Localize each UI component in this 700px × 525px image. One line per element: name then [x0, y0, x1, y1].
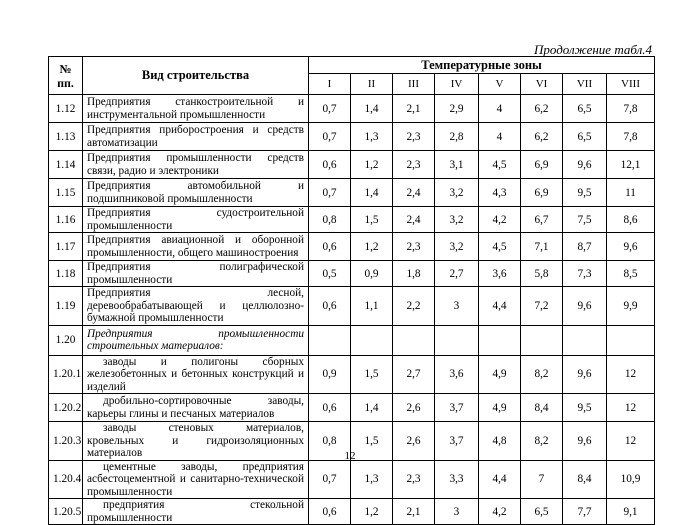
- zone-value: 9,6: [563, 422, 607, 461]
- table-row: [49, 325, 655, 355]
- zone-value: 2,3: [393, 123, 435, 151]
- row-number: 1.20.2: [49, 394, 83, 422]
- construction-type: предприятия стекольной промышленности: [83, 499, 309, 525]
- zone-value: 12: [607, 394, 655, 422]
- zone-header: VII: [563, 74, 607, 95]
- zone-value: 9,6: [607, 233, 655, 261]
- zone-value: [479, 325, 521, 355]
- zone-value: 4,5: [479, 151, 521, 179]
- zone-header: VIII: [607, 74, 655, 95]
- zone-value: 2,1: [393, 95, 435, 123]
- zone-value: 1,3: [351, 123, 393, 151]
- zone-value: 4: [479, 95, 521, 123]
- zone-value: [563, 325, 607, 355]
- row-number: 1.19: [49, 287, 83, 326]
- zone-value: 7,5: [563, 207, 607, 233]
- zone-value: [309, 325, 351, 355]
- zone-value: 6,9: [521, 151, 563, 179]
- zone-value: 6,5: [563, 95, 607, 123]
- zone-value: 4: [479, 123, 521, 151]
- number-sign: №: [59, 61, 72, 76]
- zone-value: 7,1: [521, 233, 563, 261]
- zone-value: 7,8: [607, 123, 655, 151]
- zone-value: [393, 325, 435, 355]
- zone-value: 7,7: [563, 499, 607, 525]
- zone-value: 1,8: [393, 261, 435, 287]
- row-number: 1.15: [49, 179, 83, 207]
- table-row: [49, 233, 655, 261]
- zone-value: 3: [435, 499, 479, 525]
- row-number: 1.13: [49, 123, 83, 151]
- zone-value: 0,6: [309, 499, 351, 525]
- zone-value: 0,6: [309, 394, 351, 422]
- table-continuation-caption: Продолжение табл.4: [534, 42, 652, 57]
- zone-value: 9,5: [563, 394, 607, 422]
- zone-value: [435, 325, 479, 355]
- zone-value: 9,6: [563, 355, 607, 394]
- zone-header: IV: [435, 74, 479, 95]
- zone-value: 8,2: [521, 355, 563, 394]
- zone-value: 0,8: [309, 207, 351, 233]
- table-row: [49, 499, 655, 525]
- zone-value: 7,2: [521, 287, 563, 326]
- zone-value: 3: [435, 287, 479, 326]
- row-number: 1.18: [49, 261, 83, 287]
- row-number: 1.16: [49, 207, 83, 233]
- zone-value: 2,6: [393, 394, 435, 422]
- zone-value: 4,9: [479, 355, 521, 394]
- zone-value: 2,3: [393, 460, 435, 499]
- zone-value: 9,9: [607, 287, 655, 326]
- zone-value: 3,2: [435, 233, 479, 261]
- zone-value: 7,3: [563, 261, 607, 287]
- zone-value: 10,9: [607, 460, 655, 499]
- table-row: [49, 179, 655, 207]
- zone-value: 4,2: [479, 499, 521, 525]
- zone-value: 2,9: [435, 95, 479, 123]
- table-row: [49, 207, 655, 233]
- zone-value: 1,2: [351, 499, 393, 525]
- zone-value: 6,9: [521, 179, 563, 207]
- zone-value: 2,8: [435, 123, 479, 151]
- zone-value: 3,2: [435, 179, 479, 207]
- zone-value: 12,1: [607, 151, 655, 179]
- zone-value: 1,3: [351, 460, 393, 499]
- construction-type: Предприятия промышленности строительных материалов:: [83, 325, 309, 355]
- zone-value: 8,4: [563, 460, 607, 499]
- zone-value: 0,6: [309, 287, 351, 326]
- row-number: 1.20.4: [49, 460, 83, 499]
- zone-value: 0,7: [309, 123, 351, 151]
- zone-value: 1,1: [351, 287, 393, 326]
- zone-value: 8,7: [563, 233, 607, 261]
- zone-value: 6,2: [521, 95, 563, 123]
- zone-value: 3,2: [435, 207, 479, 233]
- row-number: 1.14: [49, 151, 83, 179]
- zone-value: 8,2: [521, 422, 563, 461]
- construction-type: Предприятия судостроительной промышленности: [83, 207, 309, 233]
- zone-value: 1,4: [351, 179, 393, 207]
- construction-type: Предприятия авиационной и оборонной промышленности, общего машиностроения: [83, 233, 309, 261]
- zone-value: 12: [607, 355, 655, 394]
- zone-value: 1,5: [351, 422, 393, 461]
- temperature-zones-header: Температурные зоны: [309, 57, 655, 74]
- zone-value: 0,7: [309, 179, 351, 207]
- row-number: 1.20.1: [49, 355, 83, 394]
- zone-value: 5,8: [521, 261, 563, 287]
- zone-value: 4,4: [479, 287, 521, 326]
- zone-value: 0,5: [309, 261, 351, 287]
- zone-value: 1,4: [351, 394, 393, 422]
- zone-value: 9,5: [563, 179, 607, 207]
- zone-value: 2,4: [393, 207, 435, 233]
- zone-value: [351, 325, 393, 355]
- zone-value: [607, 325, 655, 355]
- zone-header: III: [393, 74, 435, 95]
- zone-value: 3,6: [479, 261, 521, 287]
- zone-value: 2,3: [393, 151, 435, 179]
- zone-value: 3,7: [435, 422, 479, 461]
- construction-type: заводы и полигоны сборных железобетонных и бетонных конструкций и изделий: [83, 355, 309, 394]
- zone-value: 3,7: [435, 394, 479, 422]
- zone-value: 0,9: [351, 261, 393, 287]
- table-row: [49, 95, 655, 123]
- zone-value: 1,5: [351, 355, 393, 394]
- construction-type: Предприятия промышленности средств связи, радио и электроники: [83, 151, 309, 179]
- row-number: 1.20.5: [49, 499, 83, 525]
- zone-value: 12: [607, 422, 655, 461]
- zone-value: 1,4: [351, 95, 393, 123]
- zone-value: 4,5: [479, 233, 521, 261]
- zone-value: 0,6: [309, 151, 351, 179]
- zone-value: 1,2: [351, 151, 393, 179]
- zone-value: 1,2: [351, 233, 393, 261]
- zone-value: 6,5: [563, 123, 607, 151]
- table-row: [49, 123, 655, 151]
- construction-type: заводы стеновых материалов, кровельных и гидроизоляционных материалов: [83, 422, 309, 461]
- zone-value: 6,7: [521, 207, 563, 233]
- zone-value: 8,5: [607, 261, 655, 287]
- zone-value: 8,6: [607, 207, 655, 233]
- construction-type: Предприятия полиграфической промышленности: [83, 261, 309, 287]
- zone-value: 8,4: [521, 394, 563, 422]
- zone-value: 2,6: [393, 422, 435, 461]
- zone-value: 3,1: [435, 151, 479, 179]
- zone-value: 2,7: [435, 261, 479, 287]
- zone-value: 6,5: [521, 499, 563, 525]
- zone-value: 0,9: [309, 355, 351, 394]
- zone-value: 11: [607, 179, 655, 207]
- page-number: 12: [344, 450, 356, 462]
- zone-value: 0,7: [309, 95, 351, 123]
- zone-value: 2,3: [393, 233, 435, 261]
- zone-value: 2,7: [393, 355, 435, 394]
- construction-type-header: Вид строительства: [83, 57, 309, 95]
- zone-value: 6,2: [521, 123, 563, 151]
- number-column-header: [49, 57, 83, 95]
- zone-value: 2,4: [393, 179, 435, 207]
- zone-value: 3,6: [435, 355, 479, 394]
- table-row: [49, 460, 655, 499]
- zone-value: 2,2: [393, 287, 435, 326]
- zone-header: V: [479, 74, 521, 95]
- zone-header: II: [351, 74, 393, 95]
- zone-value: 9,6: [563, 287, 607, 326]
- zone-value: 7: [521, 460, 563, 499]
- construction-type: Предприятия станкостроительной и инструментальной промышленности: [83, 95, 309, 123]
- zone-value: 3,3: [435, 460, 479, 499]
- table-row: [49, 355, 655, 394]
- row-number: 1.20: [49, 325, 83, 355]
- zone-value: 2,1: [393, 499, 435, 525]
- zone-value: [521, 325, 563, 355]
- zone-header: VI: [521, 74, 563, 95]
- construction-type: Предприятия приборостроения и средств автоматизации: [83, 123, 309, 151]
- construction-type: цементные заводы, предприятия асбестоцементной и санитарно-технической промышленности: [83, 460, 309, 499]
- table-row: [49, 394, 655, 422]
- number-abbrev: пп.: [57, 75, 74, 90]
- zone-value: 4,2: [479, 207, 521, 233]
- table-row: [49, 151, 655, 179]
- construction-type: дробильно-сортировочные заводы, карьеры глины и песчаных материалов: [83, 394, 309, 422]
- zone-value: 1,5: [351, 207, 393, 233]
- table-row: [49, 261, 655, 287]
- row-number: 1.12: [49, 95, 83, 123]
- construction-type: Предприятия лесной, деревообрабатывающей и целлюлозно-бумажной промышленности: [83, 287, 309, 326]
- zone-value: 0,6: [309, 233, 351, 261]
- zone-value: 4,9: [479, 394, 521, 422]
- zone-value: 9,6: [563, 151, 607, 179]
- row-number: 1.20.3: [49, 422, 83, 461]
- zone-value: 4,3: [479, 179, 521, 207]
- zone-value: 4,4: [479, 460, 521, 499]
- table-row: [49, 287, 655, 326]
- zone-value: 0,8: [309, 422, 351, 461]
- zone-value: 9,1: [607, 499, 655, 525]
- zone-header: I: [309, 74, 351, 95]
- zone-value: 4,8: [479, 422, 521, 461]
- row-number: 1.17: [49, 233, 83, 261]
- zone-value: 7,8: [607, 95, 655, 123]
- construction-type: Предприятия автомобильной и подшипниковой промышленности: [83, 179, 309, 207]
- zone-value: 0,7: [309, 460, 351, 499]
